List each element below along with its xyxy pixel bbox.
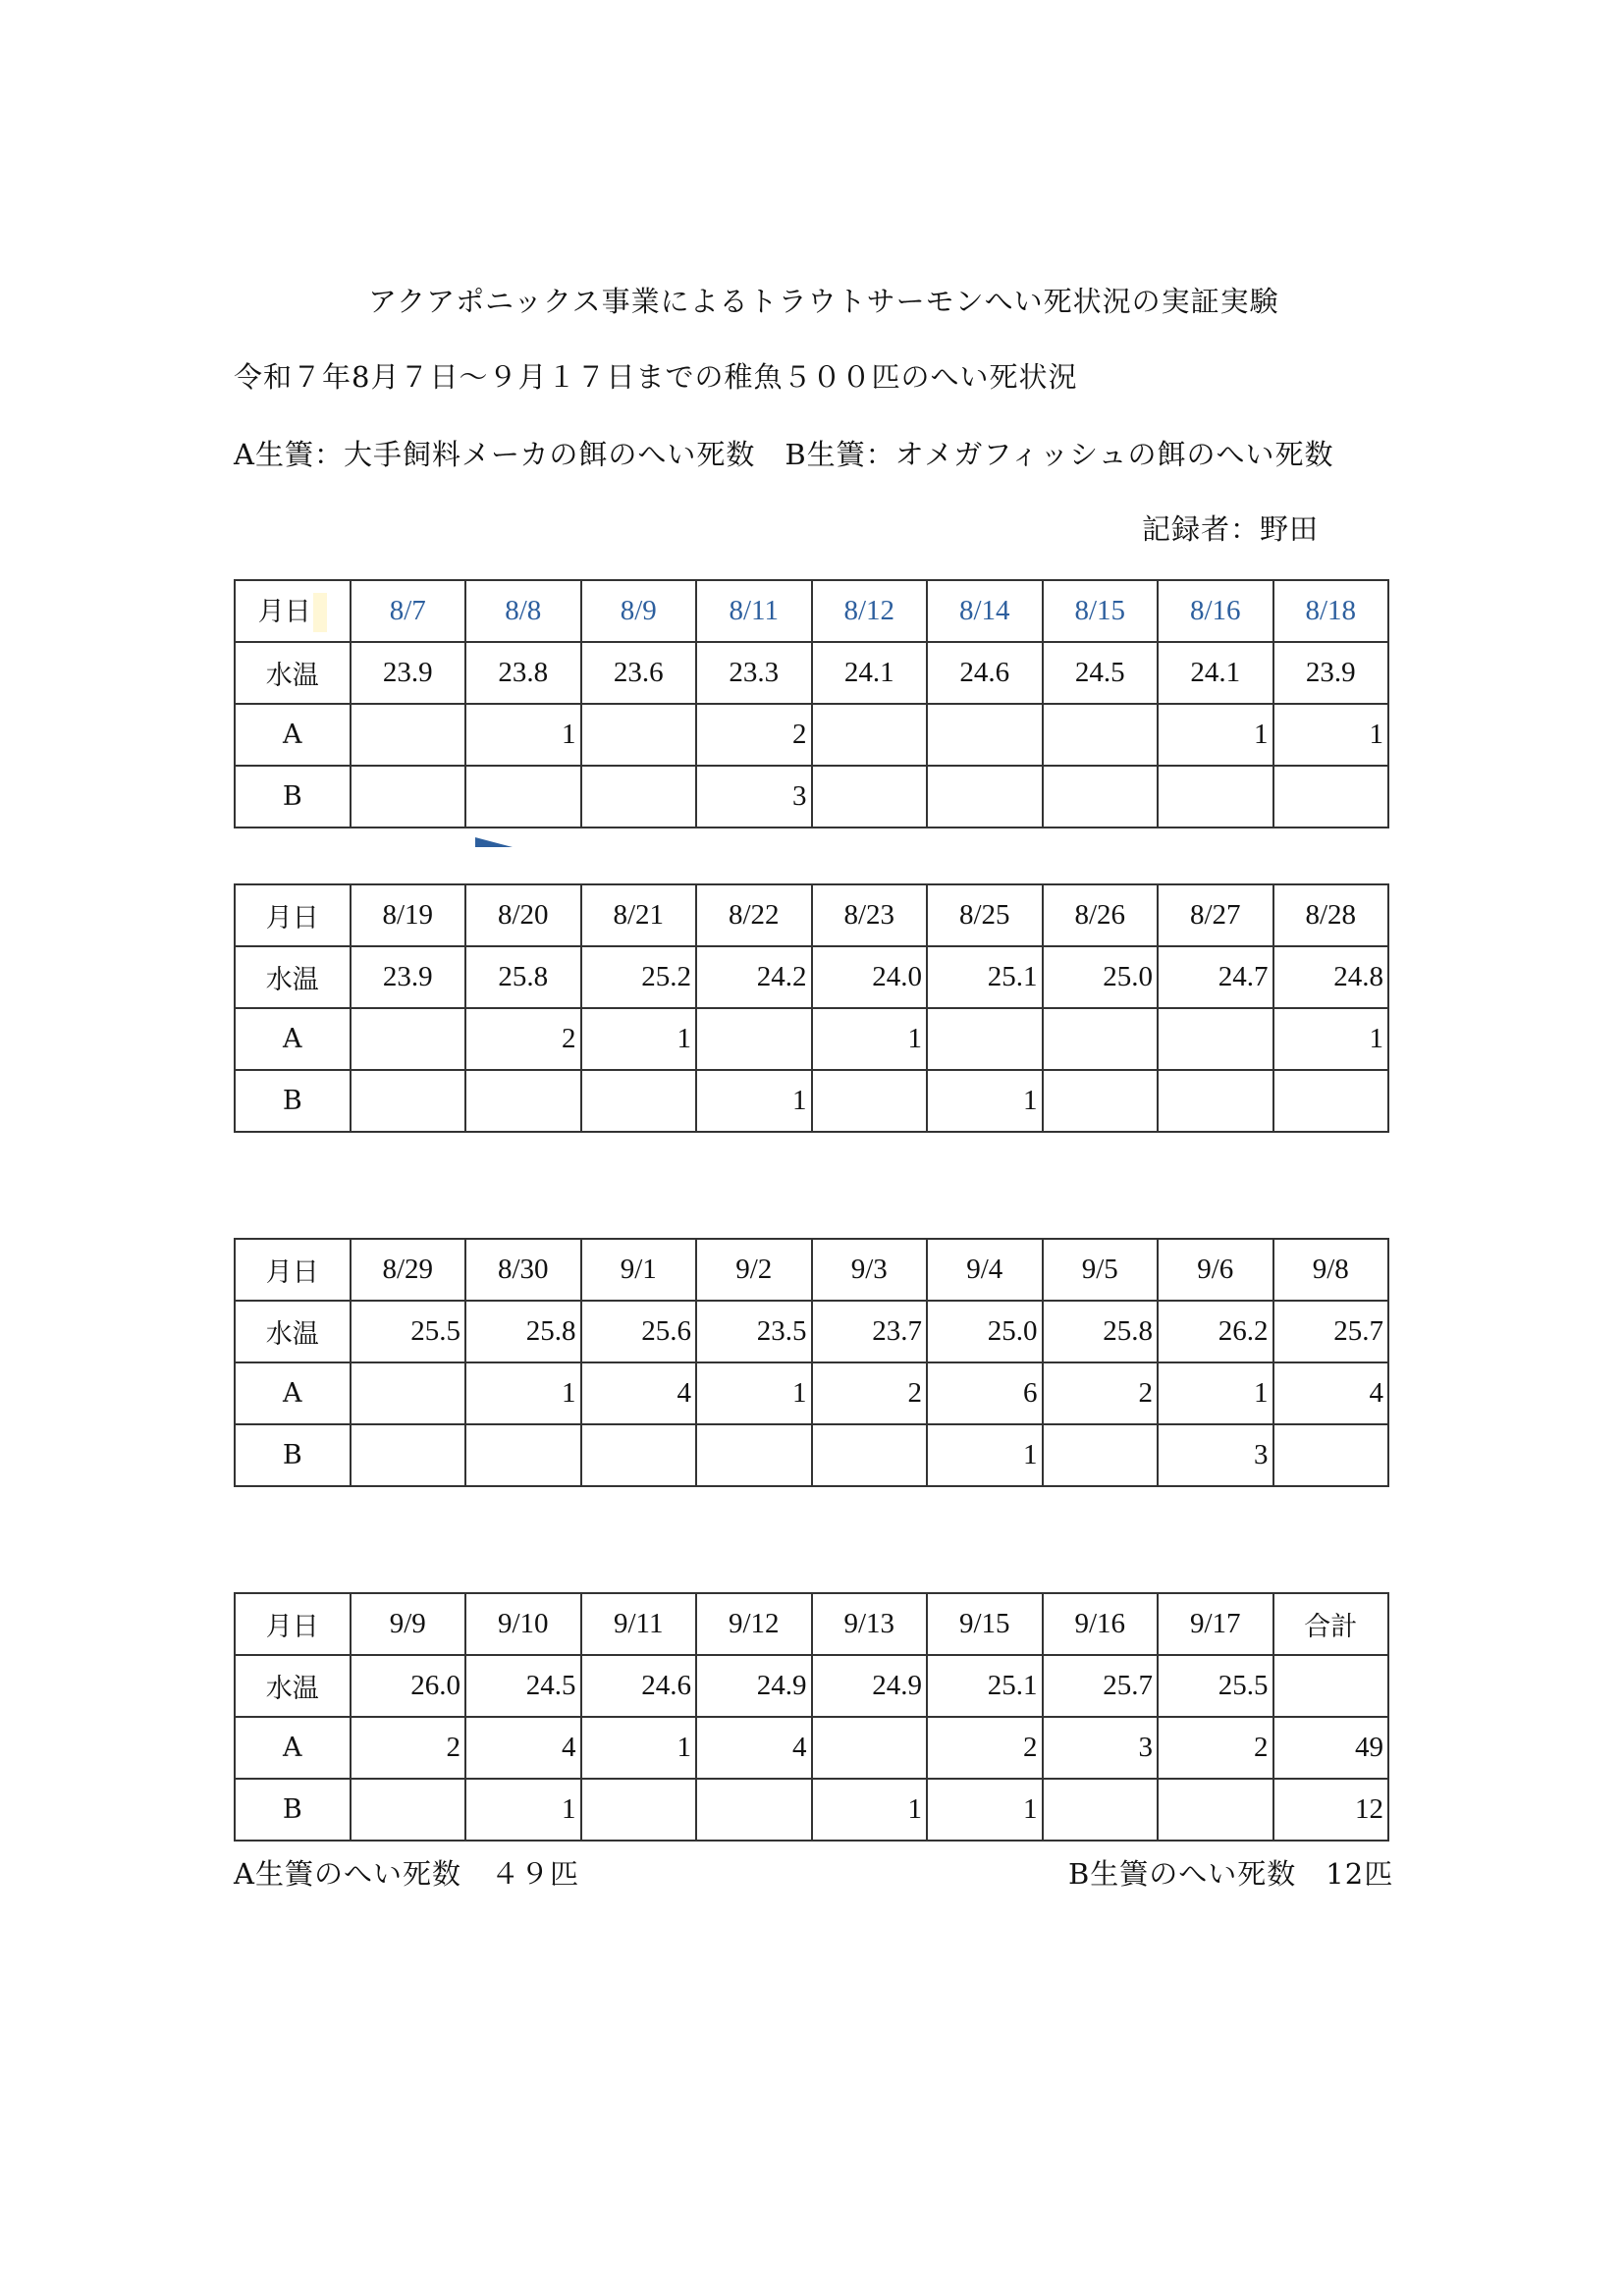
cage-b-cell [465, 1424, 581, 1486]
date-row [235, 884, 1388, 946]
date-cell: 9/12 [696, 1593, 812, 1655]
temp-cell: 24.9 [812, 1655, 928, 1717]
cage-a-cell [927, 704, 1043, 766]
cage-a-cell: 4 [465, 1717, 581, 1779]
cage-a-label-cell: A [235, 1717, 351, 1779]
date-cell: 9/8 [1273, 1239, 1389, 1301]
date-cell: 8/22 [696, 884, 812, 946]
document-title: アクアポニックス事業によるトラウトサーモンへい死状況の実証実験 [368, 285, 1279, 318]
date-cell: 9/10 [465, 1593, 581, 1655]
temp-cell: 24.2 [696, 946, 812, 1008]
recorder-name: 記録者：野田 [1142, 512, 1320, 546]
cage-a-cell [1158, 1008, 1273, 1070]
temp-cell: 25.5 [351, 1301, 466, 1362]
total-header-cell: 合計 [1273, 1593, 1389, 1655]
cage-a-row [235, 1362, 1388, 1424]
cage-a-cell: 2 [696, 704, 812, 766]
mortality-table-3 [234, 1238, 1389, 1487]
temp-label-cell: 水温 [235, 1655, 351, 1717]
cage-b-cell: 1 [465, 1779, 581, 1841]
cage-a-label-cell: A [235, 704, 351, 766]
cage-a-cell [351, 1362, 466, 1424]
date-cell: 9/17 [1158, 1593, 1273, 1655]
date-cell: 8/20 [465, 884, 581, 946]
date-cell: 8/11 [696, 580, 812, 642]
date-cell: 9/6 [1158, 1239, 1273, 1301]
date-cell: 9/11 [581, 1593, 697, 1655]
temp-cell: 24.6 [927, 642, 1043, 704]
temp-cell: 25.2 [581, 946, 697, 1008]
date-cell: 9/2 [696, 1239, 812, 1301]
temp-cell: 24.1 [812, 642, 928, 704]
date-label-cell: 月日 [235, 884, 351, 946]
cage-a-cell [812, 1717, 928, 1779]
temp-cell: 26.0 [351, 1655, 466, 1717]
cage-b-cell [696, 1779, 812, 1841]
cage-b-cell [1273, 1424, 1389, 1486]
highlight-mark [313, 593, 327, 632]
date-label-cell: 月日 [235, 1239, 351, 1301]
experiment-period: 令和７年8月７日～９月１７日までの稚魚５００匹のへい死状況 [234, 360, 1078, 394]
cage-b-cell [696, 1424, 812, 1486]
cage-a-cell: 2 [351, 1717, 466, 1779]
cage-a-cell: 4 [696, 1717, 812, 1779]
cage-b-cell [581, 1779, 697, 1841]
temp-label-cell: 水温 [235, 1301, 351, 1362]
cage-b-row [235, 1070, 1388, 1132]
cage-a-cell: 2 [812, 1362, 928, 1424]
cage-b-label-cell: B [235, 766, 351, 828]
cage-b-row [235, 766, 1388, 828]
temp-label-cell: 水温 [235, 946, 351, 1008]
cage-b-cell: 1 [812, 1779, 928, 1841]
cage-b-cell [351, 1070, 466, 1132]
date-cell: 8/12 [812, 580, 928, 642]
cage-b-cell: 1 [927, 1070, 1043, 1132]
cage-b-label-cell: B [235, 1779, 351, 1841]
temp-cell: 24.7 [1158, 946, 1273, 1008]
date-cell: 9/3 [812, 1239, 928, 1301]
date-cell: 8/9 [581, 580, 697, 642]
cage-b-cell [351, 1779, 466, 1841]
cage-b-cell: 1 [927, 1424, 1043, 1486]
date-row [235, 580, 1388, 642]
date-cell: 9/15 [927, 1593, 1043, 1655]
temp-cell: 23.3 [696, 642, 812, 704]
date-cell: 8/14 [927, 580, 1043, 642]
date-cell: 8/23 [812, 884, 928, 946]
cage-b-cell: 3 [696, 766, 812, 828]
temp-cell: 23.8 [465, 642, 581, 704]
temp-row [235, 946, 1388, 1008]
cage-b-cell [581, 1424, 697, 1486]
cage-a-cell [1043, 704, 1159, 766]
cage-a-cell: 6 [927, 1362, 1043, 1424]
date-cell: 8/30 [465, 1239, 581, 1301]
cage-a-cell [927, 1008, 1043, 1070]
temp-row [235, 1301, 1388, 1362]
cage-description: A生簀：大手飼料メーカの餌のへい死数 B生簀：オメガフィッシュの餌のへい死数 [234, 438, 1334, 471]
cage-a-row [235, 704, 1388, 766]
date-cell: 8/27 [1158, 884, 1273, 946]
cage-a-row [235, 1008, 1388, 1070]
cage-b-cell [1158, 1779, 1273, 1841]
cage-a-cell: 1 [1158, 1362, 1273, 1424]
date-cell: 8/25 [927, 884, 1043, 946]
cage-b-cell [351, 1424, 466, 1486]
date-cell: 8/28 [1273, 884, 1389, 946]
temp-cell: 24.5 [1043, 642, 1159, 704]
cage-b-cell [1043, 1424, 1159, 1486]
cage-a-cell: 1 [465, 1362, 581, 1424]
cage-b-cell [1273, 1070, 1389, 1132]
temp-cell: 25.1 [927, 1655, 1043, 1717]
cage-a-cell [351, 1008, 466, 1070]
table-resize-marker-icon [475, 835, 516, 849]
cage-a-cell: 2 [465, 1008, 581, 1070]
temp-cell: 26.2 [1158, 1301, 1273, 1362]
cage-b-cell [1043, 766, 1159, 828]
cage-a-cell: 1 [812, 1008, 928, 1070]
date-cell: 9/4 [927, 1239, 1043, 1301]
cage-a-cell [351, 704, 466, 766]
temp-cell: 23.5 [696, 1301, 812, 1362]
temp-row [235, 1655, 1388, 1717]
temp-cell: 25.0 [927, 1301, 1043, 1362]
temp-cell: 25.5 [1158, 1655, 1273, 1717]
date-cell: 9/9 [351, 1593, 466, 1655]
cage-a-total-cell: 49 [1273, 1717, 1389, 1779]
cage-b-cell: 1 [927, 1779, 1043, 1841]
date-cell: 9/16 [1043, 1593, 1159, 1655]
temp-cell: 25.7 [1043, 1655, 1159, 1717]
temp-cell: 24.6 [581, 1655, 697, 1717]
cage-a-cell: 3 [1043, 1717, 1159, 1779]
date-row [235, 1593, 1388, 1655]
cage-a-cell: 1 [465, 704, 581, 766]
temp-cell: 24.8 [1273, 946, 1389, 1008]
cage-b-cell [1043, 1070, 1159, 1132]
cage-b-cell [465, 766, 581, 828]
cage-b-cell: 1 [696, 1070, 812, 1132]
temp-cell: 25.6 [581, 1301, 697, 1362]
temp-cell: 23.9 [351, 946, 466, 1008]
temp-cell: 25.1 [927, 946, 1043, 1008]
mortality-table-1 [234, 579, 1389, 828]
date-label-cell: 月日 [235, 580, 351, 642]
cage-a-cell: 4 [1273, 1362, 1389, 1424]
cage-a-label-cell: A [235, 1008, 351, 1070]
cage-a-cell: 1 [1158, 704, 1273, 766]
cage-a-cell: 1 [581, 1717, 697, 1779]
mortality-table-4 [234, 1592, 1389, 1842]
date-cell: 8/18 [1273, 580, 1389, 642]
temp-cell: 25.7 [1273, 1301, 1389, 1362]
cage-b-cell [812, 766, 928, 828]
temp-label-cell: 水温 [235, 642, 351, 704]
cage-b-total-cell: 12 [1273, 1779, 1389, 1841]
cage-b-cell [581, 766, 697, 828]
date-cell: 8/19 [351, 884, 466, 946]
cage-b-cell [927, 766, 1043, 828]
cage-a-cell [581, 704, 697, 766]
temp-cell: 25.8 [465, 1301, 581, 1362]
temp-cell: 25.8 [465, 946, 581, 1008]
cage-a-label-cell: A [235, 1362, 351, 1424]
temp-cell: 24.1 [1158, 642, 1273, 704]
date-cell: 8/16 [1158, 580, 1273, 642]
date-cell: 8/15 [1043, 580, 1159, 642]
cage-a-row [235, 1717, 1388, 1779]
temp-cell: 24.9 [696, 1655, 812, 1717]
cage-a-summary: A生簀のへい死数 ４９匹 [234, 1857, 579, 1891]
cage-a-cell: 1 [1273, 1008, 1389, 1070]
date-cell: 8/21 [581, 884, 697, 946]
cage-b-cell [1273, 766, 1389, 828]
temp-row [235, 642, 1388, 704]
temp-cell: 23.7 [812, 1301, 928, 1362]
cage-b-summary: B生簀のへい死数 12匹 [1068, 1857, 1394, 1891]
cage-b-label-cell: B [235, 1424, 351, 1486]
temp-cell: 23.9 [351, 642, 466, 704]
cage-b-cell [1158, 766, 1273, 828]
cage-a-cell: 1 [581, 1008, 697, 1070]
cage-b-cell: 3 [1158, 1424, 1273, 1486]
date-cell: 9/1 [581, 1239, 697, 1301]
cage-b-cell [465, 1070, 581, 1132]
temp-cell: 25.0 [1043, 946, 1159, 1008]
cage-a-cell: 1 [696, 1362, 812, 1424]
date-cell: 8/8 [465, 580, 581, 642]
cage-b-cell [351, 766, 466, 828]
temp-cell [1273, 1655, 1389, 1717]
cage-b-cell [812, 1424, 928, 1486]
date-cell: 8/29 [351, 1239, 466, 1301]
cage-a-cell [1043, 1008, 1159, 1070]
temp-cell: 25.8 [1043, 1301, 1159, 1362]
cage-a-cell: 2 [1043, 1362, 1159, 1424]
mortality-table-2 [234, 883, 1389, 1133]
cage-b-cell [581, 1070, 697, 1132]
date-row [235, 1239, 1388, 1301]
cage-a-cell: 2 [927, 1717, 1043, 1779]
cage-a-cell [812, 704, 928, 766]
cage-b-cell [812, 1070, 928, 1132]
temp-cell: 23.9 [1273, 642, 1389, 704]
cage-a-cell: 1 [1273, 704, 1389, 766]
temp-cell: 24.0 [812, 946, 928, 1008]
temp-cell: 24.5 [465, 1655, 581, 1717]
cage-b-row [235, 1779, 1388, 1841]
date-cell: 9/5 [1043, 1239, 1159, 1301]
date-label-cell: 月日 [235, 1593, 351, 1655]
cage-a-cell: 2 [1158, 1717, 1273, 1779]
cage-b-label-cell: B [235, 1070, 351, 1132]
date-cell: 8/26 [1043, 884, 1159, 946]
date-cell: 9/13 [812, 1593, 928, 1655]
temp-cell: 23.6 [581, 642, 697, 704]
date-cell: 8/7 [351, 580, 466, 642]
cage-b-cell [1158, 1070, 1273, 1132]
cage-b-cell [1043, 1779, 1159, 1841]
cage-a-cell: 4 [581, 1362, 697, 1424]
cage-a-cell [696, 1008, 812, 1070]
cage-b-row [235, 1424, 1388, 1486]
